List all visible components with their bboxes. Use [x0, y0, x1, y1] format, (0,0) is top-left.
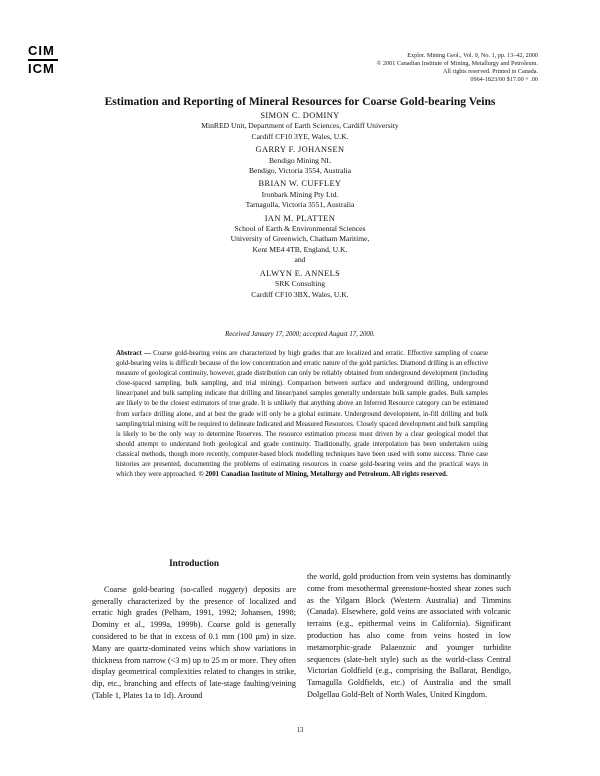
author-name: IAN M. PLATTEN	[264, 213, 336, 223]
author-block	[0, 179, 600, 210]
abstract-text: Coarse gold-bearing veins are characterized by high grades that are localized and erratic. Effective sampling of coarse gold-bearing veins is difficult because of the low concentration and erratic nature of the gold particles. Diamond drilling is an effective measure of geological continuity, however, grade distribution can only be reliably obtained from underground development (including close-spaced sampling, bulk sampling, and trial mining). Comparison between surface and underground drilling, underground linear/panel and bulk sampling indicate that drilling and linear/panel samples generally understate bulk sample grades. Bulk samples are likely to be the closest estimators of true grade. It is unlikely that anything above an Inferred Resource category can be estimated from surface drilling alone, and at best the grade will only be a global estimate. Underground development, in-fill drilling and bulk sampling/trial mining will be required to delineate Indicated and Measured Resources. Closely spaced development and bulk sampling is likely to be the only way to determine Reserves. The resource estimation process must driven by a clear geological model that should attempt to understand both geological and grade continuity. Traditionally, grade interpolation has been undertaken using classical methods, though more recently, computer-based block modelling techniques have been used with some success. Three case histories are presented, documenting the problems of estimating resources in coarse gold-bearing veins and the practical ways in which they were approached.	[116, 350, 488, 479]
journal-line: Explor. Mining Geol., Vol. 9, No. 1, pp. 13–42, 2000	[407, 52, 538, 59]
author-name: BRIAN W. CUFFLEY	[258, 179, 342, 189]
author-name: GARRY F. JOHANSEN	[255, 145, 345, 155]
right-column	[307, 571, 511, 701]
logo-icm: ICM	[28, 61, 55, 76]
author-block	[0, 214, 600, 266]
received-dates: Received January 17, 2000; accepted August 17, 2000.	[225, 331, 375, 338]
author-affiliation: Ironbark Mining Pty Ltd.	[261, 189, 339, 199]
author-affiliation: and	[294, 255, 306, 265]
abstract-label: Abstract —	[116, 350, 151, 357]
abstract-copyright: © 2001 Canadian Institute of Mining, Metallurgy and Petroleum. All rights reserved.	[198, 471, 448, 479]
journal-citation	[278, 52, 538, 84]
author-name: ALWYN E. ANNELS	[259, 268, 341, 278]
author-affiliation: Cardiff CF10 3BX, Wales, U.K.	[251, 289, 349, 299]
intro-text: Coarse gold-bearing (so-called	[104, 584, 219, 594]
section-heading: Introduction	[169, 558, 219, 568]
journal-line: All rights reserved. Printed in Canada.	[442, 68, 538, 75]
author-affiliation: Tarnagulla, Victoria 3551, Australia	[245, 200, 355, 210]
author-block	[0, 145, 600, 176]
intro-text: ) deposits are generally characterized by the presence of localized and erratic high grades (Pelham, 1991, 1992; Johansen, 1998; Dominy et al., 1999a, 1999b). Coarse gold is generally considered to be that in excess of 0.1 mm (100 µm) in size. Many are quartz-dominated veins which show variations in thickness from narrow (<3 m) up to 25 m or more. They often display geometrical complexities related to changes in strike, dip, etc., branching and effects of late-stage faulting/veining (Table 1, Plates 1a to 1d). Around	[92, 584, 296, 700]
author-affiliation: SRK Consulting	[274, 279, 325, 289]
logo-cim: CIM	[28, 43, 55, 58]
intro-italic: nuggety	[218, 584, 245, 594]
intro-paragraph-continued: the world, gold production from vein systems has dominantly come from mesothermal greenstone-hosted shear zones such as the Yilgarn Block (Western Australia) and Timmins (Canada). Elsewhere, gold veins are associated with volcanic terrains (e.g., epithermal veins in California). Significant production has also come from veins hosted in low metamorphic-grade Palaeozoic and younger turbidite sequences (slate-belt style) such as the world-class Central Victorian Goldfield (e.g., comprising the Ballarat, Bendigo, Tarnagulla Goldfields, etc.) of Australia and the small Dolgellau Gold-Belt of North Wales, United Kingdom.	[307, 572, 511, 699]
paper-title: Estimation and Reporting of Mineral Resources for Coarse Gold-bearing Veins	[104, 95, 496, 108]
cim-icm-logo	[28, 44, 58, 76]
author-affiliation: Bendigo Mining NL	[268, 155, 331, 165]
author-affiliation: Kent ME4 4TB, England, U.K.	[252, 244, 348, 254]
left-column	[92, 558, 296, 702]
author-affiliation: School of Earth & Environmental Sciences	[234, 224, 366, 234]
author-affiliation: Cardiff CF10 3YE, Wales, U.K.	[251, 131, 349, 141]
author-list	[0, 111, 600, 303]
author-affiliation: University of Greenwich, Chatham Maritime,	[230, 234, 370, 244]
intro-paragraph	[92, 584, 296, 702]
author-block	[0, 111, 600, 142]
author-affiliation: Bendigo, Victoria 3554, Australia	[248, 166, 352, 176]
author-affiliation: MinRED Unit, Department of Earth Sciences, Cardiff University	[201, 121, 399, 131]
author-block	[0, 269, 600, 300]
abstract	[116, 349, 488, 480]
page-number: 13	[296, 727, 304, 734]
author-name: SIMON C. DOMINY	[260, 111, 340, 120]
journal-line: © 2001 Canadian Institute of Mining, Metallurgy and Petroleum.	[376, 60, 538, 67]
journal-line: 0964-1823/00 $17.00 + .00	[470, 76, 538, 83]
